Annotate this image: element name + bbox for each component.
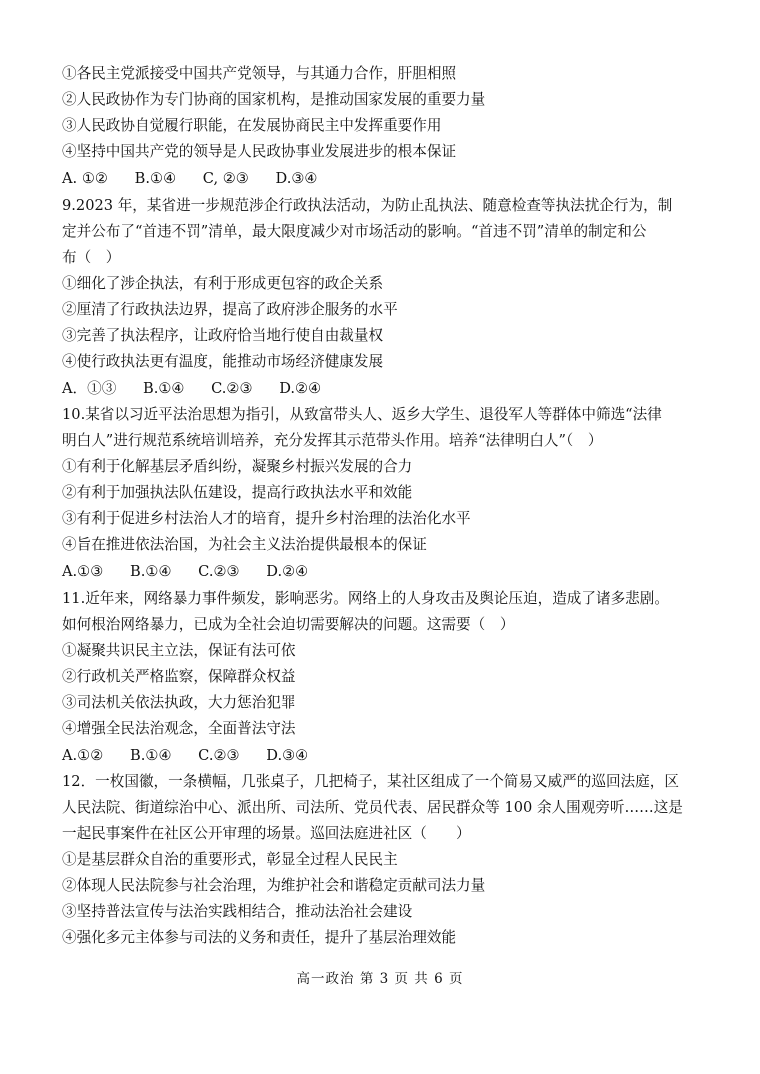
- q10-option-c: C.②③: [198, 563, 240, 580]
- q11-option-b: B.①④: [130, 747, 172, 764]
- q8-option-b: B.①④: [134, 170, 177, 187]
- q11-stem-line-2: 如何根治网络暴力，已成为全社会迫切需要解决的问题。这需要（ ）: [62, 616, 515, 633]
- q8-item-2: ②人民政协作为专门协商的国家机构，是推动国家发展的重要力量: [62, 91, 486, 108]
- q9-stem-line-1: 9.2023 年，某省进一步规范涉企行政执法活动，为防止乱执法、随意检查等执法扰企行为，制: [62, 197, 673, 214]
- q12-stem-line-1: 12．一枚国徽，一条横幅，几张桌子，几把椅子，某社区组成了一个简易又威严的巡回法庭，区: [62, 773, 679, 790]
- q8-option-a: A. ①②: [62, 170, 108, 187]
- q10-item-3: ③有利于促进乡村法治人才的培育，提升乡村治理的法治化水平: [62, 510, 471, 527]
- q8-option-d: D.③④: [275, 170, 318, 187]
- q10-item-2: ②有利于加强执法队伍建设，提高行政执法水平和效能: [62, 484, 413, 501]
- q11-option-c: C.②③: [198, 747, 240, 764]
- q12-item-2: ②体现人民法院参与社会治理，为维护社会和谐稳定贡献司法力量: [62, 877, 486, 894]
- q12-item-4: ④强化多元主体参与司法的义务和责任，提升了基层治理效能: [62, 929, 457, 946]
- q10-options: [62, 562, 720, 582]
- q10-option-b: B.①④: [130, 563, 172, 580]
- q11-item-4: ④增强全民法治观念，全面普法守法: [62, 720, 296, 737]
- q8-option-c: C, ②③: [202, 170, 249, 187]
- q10-option-d: D.②④: [266, 563, 309, 580]
- q10-item-4: ④旨在推进依法治国，为社会主义法治提供最根本的保证: [62, 536, 427, 553]
- q12-item-1: ①是基层群众自治的重要形式，彰显全过程人民民主: [62, 851, 398, 868]
- q9-option-a: A．①③: [62, 380, 117, 397]
- q10-stem-line-2: 明白人”进行规范系统培训培养，充分发挥其示范带头作用。培养“法律明白人”（ ）: [62, 432, 603, 449]
- q9-item-2: ②厘清了行政执法边界，提高了政府涉企服务的水平: [62, 301, 398, 318]
- q9-option-b: B.①④: [142, 380, 185, 397]
- q10-option-a: A.①③: [62, 563, 104, 580]
- q9-item-1: ①细化了涉企执法，有利于形成更包容的政企关系: [62, 275, 384, 292]
- q9-option-d: D.②④: [279, 380, 322, 397]
- q11-item-1: ①凝聚共识民主立法，保证有法可依: [62, 642, 296, 659]
- q11-option-a: A.①②: [62, 747, 104, 764]
- q9-stem-line-3: 布（ ）: [62, 249, 121, 266]
- q12-stem-line-2: 人民法院、街道综治中心、派出所、司法所、党员代表、居民群众等 100 余人围观旁听……这是: [62, 799, 683, 816]
- q8-options: [62, 169, 720, 189]
- q11-stem-line-1: 11.近年来，网络暴力事件频发，影响恶劣。网络上的人身攻击及舆论压迫，造成了诸多悲剧。: [62, 590, 669, 607]
- q8-item-3: ③人民政协自觉履行职能，在发展协商民主中发挥重要作用: [62, 117, 442, 134]
- q9-options: [62, 379, 720, 399]
- q9-item-3: ③完善了执法程序，让政府恰当地行使自由裁量权: [62, 327, 384, 344]
- q8-item-1: ①各民主党派接受中国共产党领导，与其通力合作，肝胆相照: [62, 65, 457, 82]
- q12-item-3: ③坚持普法宣传与法治实践相结合，推动法治社会建设: [62, 903, 413, 920]
- q9-item-4: ④使行政执法更有温度，能推动市场经济健康发展: [62, 353, 384, 370]
- q10-stem-line-1: 10.某省以习近平法治思想为指引，从致富带头人、返乡大学生、退役军人等群体中筛选“法律: [62, 406, 662, 423]
- q11-item-3: ③司法机关依法执政，大力惩治犯罪: [62, 694, 296, 711]
- q12-stem-line-3: 一起民事案件在社区公开审理的场景。巡回法庭进社区（ ）: [62, 825, 471, 842]
- q9-stem-line-2: 定并公布了“首违不罚”清单，最大限度减少对市场活动的影响。“首违不罚”清单的制定和公: [62, 223, 647, 240]
- q11-option-d: D.③④: [266, 747, 309, 764]
- q11-item-2: ②行政机关严格监察，保障群众权益: [62, 668, 296, 685]
- q9-option-c: C.②③: [211, 380, 253, 397]
- q10-item-1: ①有利于化解基层矛盾纠纷，凝聚乡村振兴发展的合力: [62, 458, 413, 475]
- q8-item-4: ④坚持中国共产党的领导是人民政协事业发展进步的根本保证: [62, 143, 457, 160]
- page-footer: 高一政治 第 3 页 共 6 页: [296, 971, 464, 987]
- q11-options: [62, 746, 720, 766]
